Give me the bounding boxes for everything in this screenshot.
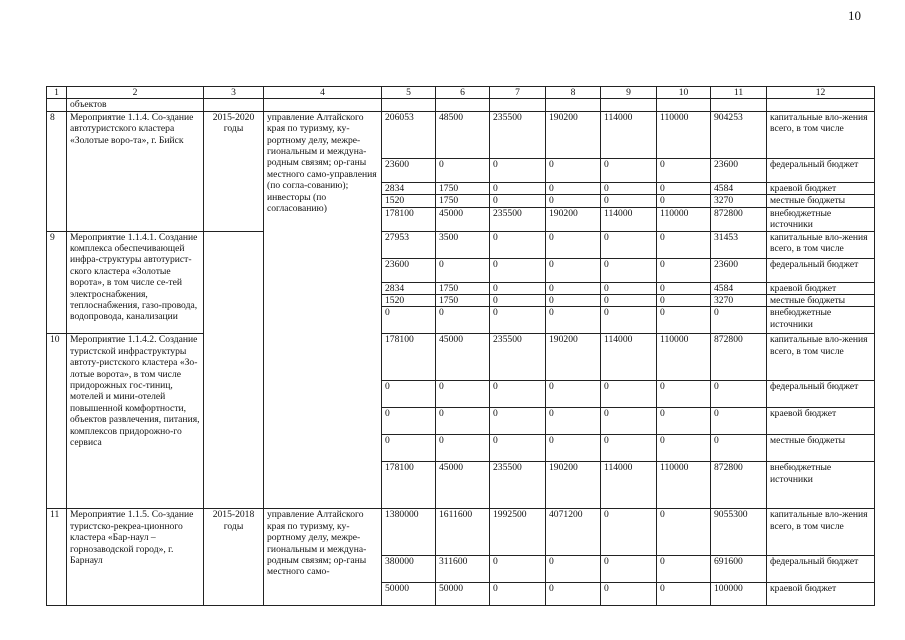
measure-name: Мероприятие 1.1.4.1. Создание комплекса обеспечивающей инфра-структуры автотурист-ского кластера «Золотые ворота», в том числе се-тей электроснабжения, теплоснабжения, газо-провода, водопровода, канализации [67, 231, 204, 334]
funding-source: федеральный бюджет [767, 556, 875, 583]
value-cell: 0 [546, 307, 601, 334]
value-cell: 872800 [711, 462, 767, 509]
value-cell: 50000 [382, 583, 436, 606]
value-cell: 0 [546, 381, 601, 408]
period: 2015-2020 годы [204, 111, 264, 231]
value-cell: 0 [601, 231, 657, 258]
header-col-12: 12 [767, 87, 875, 99]
funding-source: местные бюджеты [767, 195, 875, 207]
value-cell: 0 [490, 231, 546, 258]
value-cell: 100000 [711, 583, 767, 606]
value-cell: 0 [657, 381, 711, 408]
table-row [47, 509, 875, 556]
value-cell: 4584 [711, 282, 767, 294]
row-number: 8 [47, 111, 67, 231]
funding-source: федеральный бюджет [767, 381, 875, 408]
program-table [46, 86, 875, 606]
value-cell: 0 [711, 307, 767, 334]
page-number: 10 [848, 8, 861, 23]
value-cell: 0 [657, 408, 711, 435]
value-cell: 380000 [382, 556, 436, 583]
value-cell: 1992500 [490, 509, 546, 556]
value-cell: 235500 [490, 334, 546, 381]
funding-source: краевой бюджет [767, 282, 875, 294]
value-cell: 0 [546, 295, 601, 307]
header-col-1: 1 [47, 87, 67, 99]
value-cell: 0 [546, 408, 601, 435]
value-cell: 190200 [546, 462, 601, 509]
value-cell: 190200 [546, 111, 601, 158]
value-cell: 0 [490, 408, 546, 435]
funding-source: внебюджетные источники [767, 207, 875, 231]
measure-name: Мероприятие 1.1.5. Со-здание туристско-рекреа-ционного кластера «Бар-наул – горнозаводской город», г. Барнаул [67, 509, 204, 606]
value-cell: 0 [436, 258, 490, 282]
funding-source: местные бюджеты [767, 295, 875, 307]
funding-source: местные бюджеты [767, 435, 875, 462]
value-cell: 0 [601, 195, 657, 207]
value-cell: 23600 [711, 158, 767, 182]
value-cell: 0 [546, 158, 601, 182]
continued-row [47, 99, 875, 111]
value-cell: 0 [657, 258, 711, 282]
value-cell: 0 [601, 295, 657, 307]
value-cell: 0 [436, 435, 490, 462]
value-cell: 190200 [546, 207, 601, 231]
value-cell: 0 [546, 195, 601, 207]
row-number: 10 [47, 334, 67, 509]
value-cell: 0 [490, 195, 546, 207]
value-cell: 0 [601, 381, 657, 408]
funding-source: капитальные вло-жения всего, в том числе [767, 509, 875, 556]
value-cell: 0 [657, 435, 711, 462]
row-number: 11 [47, 509, 67, 606]
header-col-3: 3 [204, 87, 264, 99]
value-cell: 4584 [711, 182, 767, 194]
funding-source: краевой бюджет [767, 408, 875, 435]
value-cell: 0 [601, 182, 657, 194]
value-cell: 110000 [657, 462, 711, 509]
value-cell: 0 [546, 282, 601, 294]
value-cell: 23600 [382, 158, 436, 182]
table-row [47, 334, 875, 381]
value-cell: 114000 [601, 334, 657, 381]
value-cell: 0 [657, 231, 711, 258]
funding-source: капитальные вло-жения всего, в том числе [767, 334, 875, 381]
value-cell: 0 [546, 182, 601, 194]
value-cell: 0 [490, 556, 546, 583]
value-cell: 114000 [601, 462, 657, 509]
value-cell: 0 [546, 258, 601, 282]
value-cell: 9055300 [711, 509, 767, 556]
value-cell: 0 [657, 158, 711, 182]
header-col-10: 10 [657, 87, 711, 99]
value-cell: 178100 [382, 334, 436, 381]
value-cell: 0 [601, 258, 657, 282]
funding-source: внебюджетные источники [767, 462, 875, 509]
value-cell: 1750 [436, 195, 490, 207]
value-cell: 0 [657, 307, 711, 334]
value-cell: 0 [436, 381, 490, 408]
header-col-6: 6 [436, 87, 490, 99]
header-col-2: 2 [67, 87, 204, 99]
value-cell: 114000 [601, 207, 657, 231]
funding-source: внебюджетные источники [767, 307, 875, 334]
value-cell: 206053 [382, 111, 436, 158]
value-cell: 0 [436, 408, 490, 435]
value-cell: 45000 [436, 207, 490, 231]
value-cell: 178100 [382, 462, 436, 509]
value-cell: 0 [711, 381, 767, 408]
value-cell: 1750 [436, 295, 490, 307]
value-cell: 0 [657, 295, 711, 307]
value-cell: 1520 [382, 295, 436, 307]
value-cell: 235500 [490, 207, 546, 231]
header-col-11: 11 [711, 87, 767, 99]
value-cell: 4071200 [546, 509, 601, 556]
value-cell: 872800 [711, 207, 767, 231]
value-cell: 110000 [657, 334, 711, 381]
value-cell: 1520 [382, 195, 436, 207]
header-col-5: 5 [382, 87, 436, 99]
value-cell: 0 [382, 307, 436, 334]
value-cell: 311600 [436, 556, 490, 583]
value-cell: 904253 [711, 111, 767, 158]
continued-text: объектов [67, 99, 204, 111]
measure-name: Мероприятие 1.1.4.2. Создание туристской инфраструктуры автоту-ристского кластера «Зо-лотые ворота», в том числе придорожных гос-тиниц, мотелей и мини-отелей повышенной комфортности, объектов развлечения, питания, комплексов придорожно-го сервиса [67, 334, 204, 509]
value-cell: 0 [382, 408, 436, 435]
executor: управление Алтайского края по туризму, ку-рортному делу, межре-гиональным и междуна-родным связям; ор-ганы местного само-управления (по согла-сованию); инвесторы (по согласованию) [264, 111, 382, 509]
value-cell: 0 [657, 556, 711, 583]
value-cell: 0 [490, 182, 546, 194]
value-cell: 0 [601, 408, 657, 435]
value-cell: 691600 [711, 556, 767, 583]
header-col-9: 9 [601, 87, 657, 99]
value-cell: 2834 [382, 182, 436, 194]
value-cell: 110000 [657, 111, 711, 158]
header-col-7: 7 [490, 87, 546, 99]
header-col-8: 8 [546, 87, 601, 99]
value-cell: 0 [490, 435, 546, 462]
value-cell: 0 [546, 556, 601, 583]
value-cell: 0 [546, 231, 601, 258]
funding-source: капитальные вло-жения всего, в том числе [767, 231, 875, 258]
value-cell: 0 [546, 583, 601, 606]
value-cell: 0 [657, 282, 711, 294]
value-cell: 2834 [382, 282, 436, 294]
value-cell: 0 [601, 435, 657, 462]
value-cell: 23600 [711, 258, 767, 282]
value-cell: 50000 [436, 583, 490, 606]
table-row [47, 231, 875, 258]
period: 2015-2018 годы [204, 509, 264, 606]
value-cell: 0 [601, 307, 657, 334]
value-cell: 0 [436, 158, 490, 182]
funding-source: краевой бюджет [767, 182, 875, 194]
value-cell: 0 [711, 408, 767, 435]
measure-name: Мероприятие 1.1.4. Со-здание автотуристского кластера «Золотые воро-та», г. Бийск [67, 111, 204, 231]
value-cell: 0 [382, 435, 436, 462]
value-cell: 178100 [382, 207, 436, 231]
value-cell: 110000 [657, 207, 711, 231]
row-number: 9 [47, 231, 67, 334]
value-cell: 0 [382, 381, 436, 408]
value-cell: 23600 [382, 258, 436, 282]
value-cell: 0 [601, 509, 657, 556]
value-cell: 1611600 [436, 509, 490, 556]
value-cell: 0 [657, 195, 711, 207]
value-cell: 45000 [436, 462, 490, 509]
value-cell: 45000 [436, 334, 490, 381]
funding-source: федеральный бюджет [767, 258, 875, 282]
value-cell: 1380000 [382, 509, 436, 556]
value-cell: 872800 [711, 334, 767, 381]
value-cell: 3270 [711, 195, 767, 207]
value-cell: 27953 [382, 231, 436, 258]
executor: управление Алтайского края по туризму, ку-рортному делу, межре-гиональным и междуна-родным связям; ор-ганы местного само- [264, 509, 382, 606]
value-cell: 0 [490, 282, 546, 294]
header-col-4: 4 [264, 87, 382, 99]
value-cell: 190200 [546, 334, 601, 381]
value-cell: 31453 [711, 231, 767, 258]
funding-source: федеральный бюджет [767, 158, 875, 182]
value-cell: 3270 [711, 295, 767, 307]
header-row [47, 87, 875, 99]
value-cell: 0 [657, 509, 711, 556]
value-cell: 114000 [601, 111, 657, 158]
value-cell: 0 [657, 182, 711, 194]
funding-source: капитальные вло-жения всего, в том числе [767, 111, 875, 158]
funding-source: краевой бюджет [767, 583, 875, 606]
value-cell: 0 [490, 295, 546, 307]
value-cell: 0 [490, 583, 546, 606]
value-cell: 0 [601, 282, 657, 294]
value-cell: 1750 [436, 182, 490, 194]
value-cell: 0 [490, 307, 546, 334]
value-cell: 0 [490, 158, 546, 182]
value-cell: 0 [490, 258, 546, 282]
value-cell: 235500 [490, 462, 546, 509]
value-cell: 0 [436, 307, 490, 334]
table-row [47, 111, 875, 158]
value-cell: 1750 [436, 282, 490, 294]
value-cell: 0 [490, 381, 546, 408]
value-cell: 0 [601, 556, 657, 583]
value-cell: 0 [546, 435, 601, 462]
value-cell: 235500 [490, 111, 546, 158]
value-cell: 0 [711, 435, 767, 462]
value-cell: 0 [657, 583, 711, 606]
value-cell: 0 [601, 158, 657, 182]
value-cell: 3500 [436, 231, 490, 258]
value-cell: 48500 [436, 111, 490, 158]
value-cell: 0 [601, 583, 657, 606]
